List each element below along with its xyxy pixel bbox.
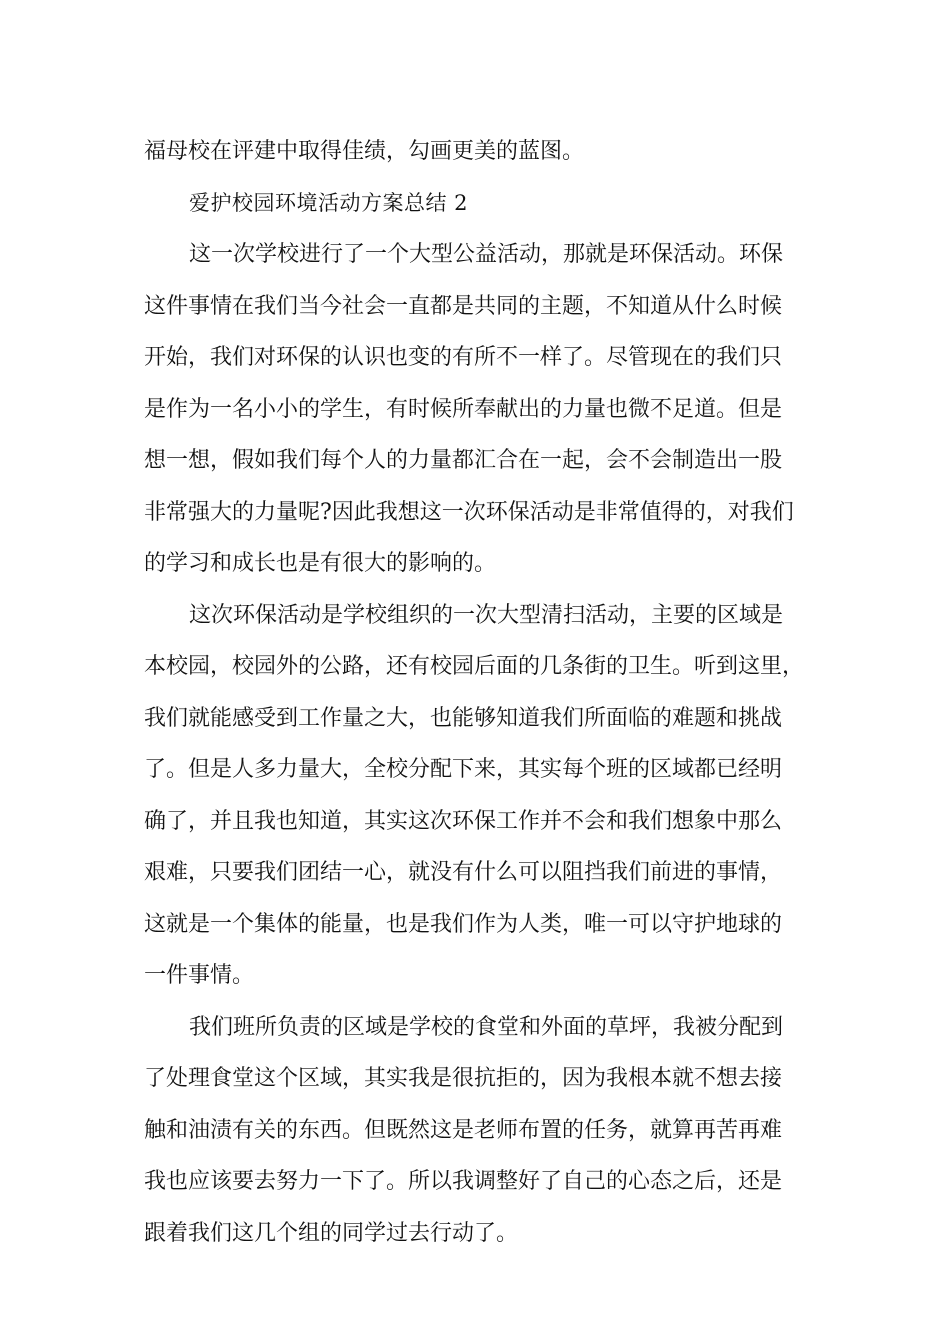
- text-line: 触和油渍有关的东西。但既然这是老师布置的任务，就算再苦再难: [144, 1117, 783, 1143]
- text-line: 了。但是人多力量大，全校分配下来，其实每个班的区域都已经明: [144, 757, 783, 782]
- text-line: 这一次学校进行了一个大型公益活动，那就是环保活动。环保: [189, 242, 784, 267]
- text-line: 开始，我们对环保的认识也变的有所不一样了。尽管现在的我们只: [144, 345, 783, 370]
- text-line: 一件事情。: [144, 963, 255, 988]
- text-line: 这件事情在我们当今社会一直都是共同的主题，不知道从什么时候: [144, 293, 783, 319]
- text-line: 这就是一个集体的能量，也是我们作为人类，唯一可以守护地球的: [144, 911, 783, 937]
- document-body: [144, 126, 810, 1259]
- text-line: 确了，并且我也知道，其实这次环保工作并不会和我们想象中那么: [144, 808, 783, 834]
- text-line: 我也应该要去努力一下了。所以我调整好了自己的心态之后，还是: [144, 1169, 783, 1194]
- text-line: 我们就能感受到工作量之大，也能够知道我们所面临的难题和挑战: [144, 705, 783, 731]
- text-line: 了处理食堂这个区域，其实我是很抗拒的，因为我根本就不想去接: [144, 1066, 783, 1091]
- text-line: 艰难，只要我们团结一心，就没有什么可以阻挡我们前进的事情，: [144, 860, 783, 885]
- text-line: 这次环保活动是学校组织的一次大型清扫活动，主要的区域是: [189, 602, 784, 628]
- section-heading: 爱护校园环境活动方案总结 2: [189, 190, 469, 215]
- text-line: 福母校在评建中取得佳绩，勾画更美的蓝图。: [144, 139, 585, 164]
- text-line: 是作为一名小小的学生，有时候所奉献出的力量也微不足道。但是: [144, 396, 783, 422]
- text-line: 的学习和成长也是有很大的影响的。: [144, 551, 497, 576]
- text-line: 本校园，校园外的公路，还有校园后面的几条街的卫生。听到这里，: [144, 654, 805, 679]
- text-line: 跟着我们这几个组的同学过去行动了。: [144, 1220, 519, 1246]
- text-line: 想一想，假如我们每个人的力量都汇合在一起，会不会制造出一股: [144, 448, 783, 473]
- text-line: 非常强大的力量呢?因此我想这一次环保活动是非常值得的，对我们: [144, 499, 794, 525]
- text-line: 我们班所负责的区域是学校的食堂和外面的草坪，我被分配到: [189, 1014, 784, 1040]
